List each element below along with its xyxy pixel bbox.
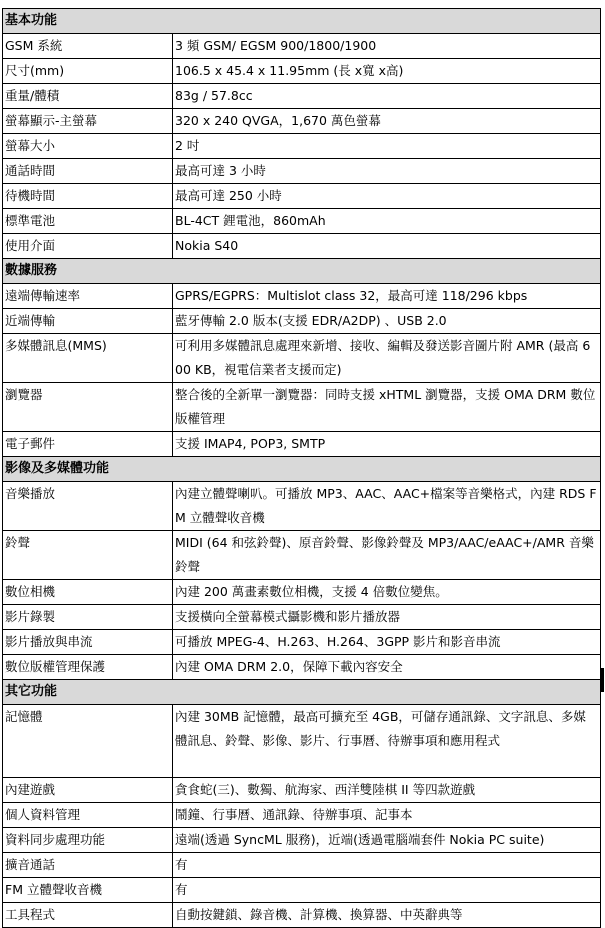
edge-marker [601, 668, 604, 692]
section-header-basic [3, 9, 601, 34]
row-label: 影片錄製 [3, 605, 173, 630]
section-title: 其它功能 [3, 680, 601, 705]
row-value: 最高可達 250 小時 [173, 184, 601, 209]
row-value: 支援橫向全螢幕模式攝影機和影片播放器 [173, 605, 601, 630]
row-label: 電子郵件 [3, 432, 173, 457]
row-label: 音樂播放 [3, 482, 173, 531]
table-row [3, 59, 601, 84]
table-row [3, 828, 601, 853]
table-row [3, 209, 601, 234]
table-row [3, 803, 601, 828]
row-label: 內建遊戲 [3, 778, 173, 803]
table-row [3, 334, 601, 383]
row-value: 106.5 x 45.4 x 11.95mm (長 x寬 x高) [173, 59, 601, 84]
row-label: 螢幕顯示-主螢幕 [3, 109, 173, 134]
row-value: MIDI (64 和弦鈴聲)、原音鈴聲、影像鈴聲及 MP3/AAC/eAAC+/AMR 音樂鈴聲 [173, 531, 601, 580]
row-label: FM 立體聲收音機 [3, 878, 173, 903]
row-value: BL-4CT 鋰電池，860mAh [173, 209, 601, 234]
row-value: 3 頻 GSM/ EGSM 900/1800/1900 [173, 34, 601, 59]
table-row [3, 383, 601, 432]
row-value: 整合後的全新單一瀏覽器：同時支援 xHTML 瀏覽器，支援 OMA DRM 數位版權管理 [173, 383, 601, 432]
section-header-data [3, 259, 601, 284]
table-row [3, 705, 601, 778]
row-value: 支援 IMAP4, POP3, SMTP [173, 432, 601, 457]
row-label: 近端傳輸 [3, 309, 173, 334]
row-label: 資料同步處理功能 [3, 828, 173, 853]
row-label: 重量/體積 [3, 84, 173, 109]
table-row [3, 853, 601, 878]
table-row [3, 184, 601, 209]
row-value: 可利用多媒體訊息處理來新增、接收、編輯及發送影音圖片附 AMR (最高 600 KB，視電信業者支援而定) [173, 334, 601, 383]
table-row [3, 84, 601, 109]
row-label: 尺寸(mm) [3, 59, 173, 84]
table-row [3, 234, 601, 259]
table-row [3, 605, 601, 630]
row-value: Nokia S40 [173, 234, 601, 259]
row-value: 內建立體聲喇叭。可播放 MP3、AAC、AAC+檔案等音樂格式，內建 RDS FM 立體聲收音機 [173, 482, 601, 531]
table-row [3, 284, 601, 309]
row-value: 鬧鐘、行事曆、通訊錄、待辦事項、記事本 [173, 803, 601, 828]
row-value: 藍牙傳輸 2.0 版本(支援 EDR/A2DP) 、USB 2.0 [173, 309, 601, 334]
table-row [3, 109, 601, 134]
section-header-other [3, 680, 601, 705]
row-label: 個人資料管理 [3, 803, 173, 828]
row-value: 有 [173, 878, 601, 903]
row-label: 數位版權管理保護 [3, 655, 173, 680]
table-row [3, 655, 601, 680]
table-row [3, 34, 601, 59]
row-label: 記憶體 [3, 705, 173, 778]
row-label: 遠端傳輸速率 [3, 284, 173, 309]
row-label: 影片播放與串流 [3, 630, 173, 655]
section-title: 影像及多媒體功能 [3, 457, 601, 482]
table-row [3, 432, 601, 457]
row-label: 使用介面 [3, 234, 173, 259]
row-value: 320 x 240 QVGA，1,670 萬色螢幕 [173, 109, 601, 134]
row-value: GPRS/EGPRS：Multislot class 32，最高可達 118/296 kbps [173, 284, 601, 309]
section-header-multimedia [3, 457, 601, 482]
table-row [3, 580, 601, 605]
table-row [3, 630, 601, 655]
table-row [3, 159, 601, 184]
row-label: 多媒體訊息(MMS) [3, 334, 173, 383]
table-row [3, 878, 601, 903]
row-value: 有 [173, 853, 601, 878]
row-label: 數位相機 [3, 580, 173, 605]
section-title: 數據服務 [3, 259, 601, 284]
row-label: 待機時間 [3, 184, 173, 209]
table-row [3, 903, 601, 928]
row-label: 螢幕大小 [3, 134, 173, 159]
row-label: 通話時間 [3, 159, 173, 184]
row-value: 內建 200 萬畫素數位相機，支援 4 倍數位變焦。 [173, 580, 601, 605]
table-row [3, 531, 601, 580]
row-value: 內建 30MB 記憶體，最高可擴充至 4GB，可儲存通訊錄、文字訊息、多媒體訊息、鈴聲、影像、影片、行事曆、待辦事項和應用程式 [173, 705, 601, 778]
row-label: 工具程式 [3, 903, 173, 928]
spec-table [2, 8, 601, 928]
row-value: 83g / 57.8cc [173, 84, 601, 109]
row-value: 自動按鍵鎖、錄音機、計算機、換算器、中英辭典等 [173, 903, 601, 928]
row-value: 可播放 MPEG-4、H.263、H.264、3GPP 影片和影音串流 [173, 630, 601, 655]
row-value: 2 吋 [173, 134, 601, 159]
table-row [3, 482, 601, 531]
row-label: 標準電池 [3, 209, 173, 234]
row-value: 貪食蛇(三)、數獨、航海家、西洋雙陸棋 II 等四款遊戲 [173, 778, 601, 803]
row-label: GSM 系統 [3, 34, 173, 59]
row-label: 鈴聲 [3, 531, 173, 580]
row-value: 最高可達 3 小時 [173, 159, 601, 184]
row-label: 瀏覽器 [3, 383, 173, 432]
row-value: 遠端(透過 SyncML 服務)，近端(透過電腦端套件 Nokia PC suite) [173, 828, 601, 853]
table-row [3, 309, 601, 334]
row-label: 擴音通話 [3, 853, 173, 878]
section-title: 基本功能 [3, 9, 601, 34]
table-row [3, 134, 601, 159]
row-value: 內建 OMA DRM 2.0，保障下載內容安全 [173, 655, 601, 680]
table-row [3, 778, 601, 803]
